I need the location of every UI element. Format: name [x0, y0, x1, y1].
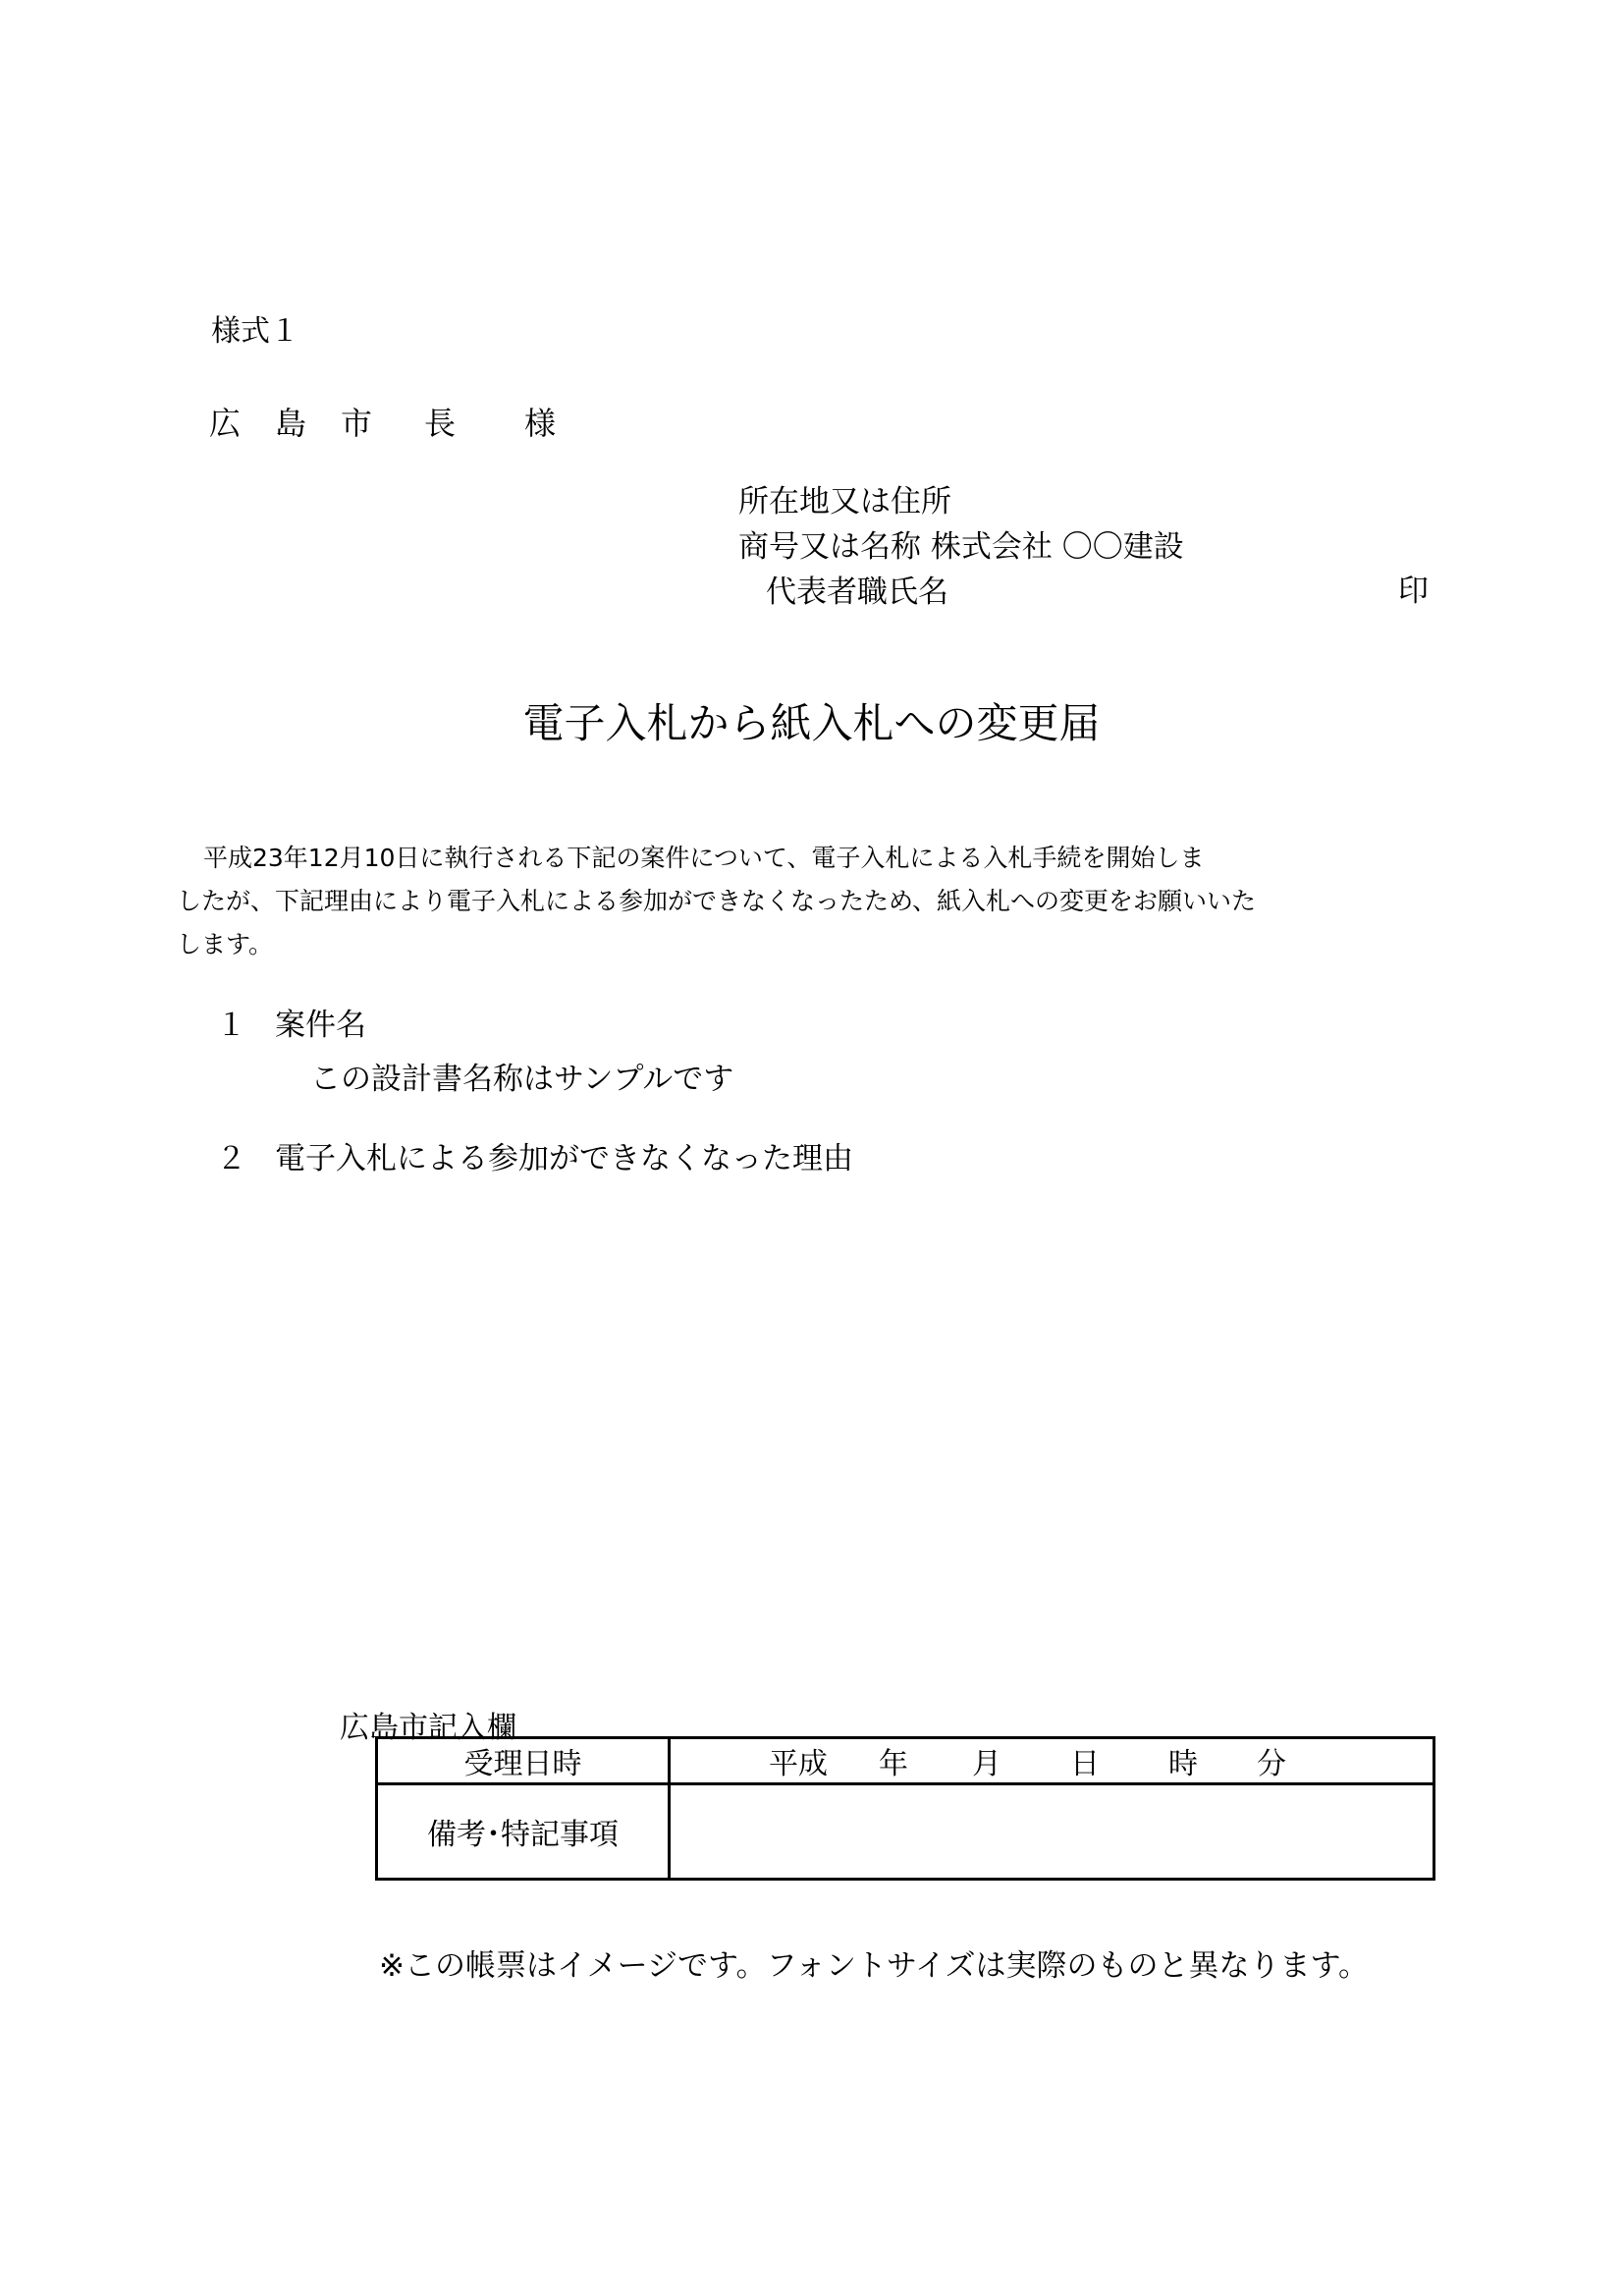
addressee-char: 長 [424, 405, 457, 442]
date-part: 平成 [769, 1747, 828, 1781]
form-number: 様式１ [211, 314, 299, 349]
company-row [738, 524, 1184, 570]
received-label: 受理日時 [377, 1738, 670, 1784]
body-line: します。 [177, 930, 274, 958]
company-label: 商号又は名称 [738, 529, 921, 565]
seal-mark: 印 [1398, 574, 1429, 609]
item-number: ２ [216, 1141, 246, 1176]
body-paragraph [177, 837, 1463, 966]
address-label: 所在地又は住所 [738, 484, 951, 519]
addressee [209, 399, 556, 444]
date-part: 年 [879, 1747, 908, 1781]
date-part: 月 [972, 1747, 1001, 1781]
item-case-name [216, 1000, 366, 1044]
applicant-block [738, 479, 1184, 615]
city-entry-table [375, 1736, 1435, 1881]
remarks-cell [670, 1784, 1434, 1880]
date-part: 時 [1168, 1747, 1198, 1781]
city-section-label: 広島市記入欄 [340, 1711, 516, 1745]
item-label: 案件名 [275, 1008, 366, 1043]
representative-label: 代表者職氏名 [766, 574, 948, 610]
addressee-char: 様 [524, 405, 557, 442]
date-part: 日 [1070, 1747, 1100, 1781]
case-name-value: この設計書名称はサンプルです [310, 1062, 734, 1097]
body-line: したが、下記理由により電子入札による参加ができなくなったため、紙入札への変更をお願いいた [177, 887, 1257, 915]
addressee-char: 市 [341, 405, 373, 442]
body-line: 平成23年12月10日に執行される下記の案件について、電子入札による入札手続を開始しま [203, 844, 1205, 872]
addressee-char: 広 [209, 405, 242, 442]
received-date-cell [670, 1738, 1434, 1784]
date-part: 分 [1257, 1747, 1286, 1781]
remarks-label: 備考･特記事項 [377, 1784, 670, 1880]
image-note: ※この帳票はイメージです。フォントサイズは実際のものと異なります。 [379, 1948, 1370, 1984]
document-title: 電子入札から紙入札への変更届 [522, 699, 1101, 747]
item-number: １ [216, 1008, 246, 1043]
item-reason [216, 1133, 853, 1177]
company-name: 株式会社 〇〇建設 [930, 529, 1184, 565]
item-label: 電子入札による参加ができなくなった理由 [275, 1141, 853, 1176]
addressee-char: 島 [275, 405, 307, 442]
table-row [377, 1738, 1434, 1784]
table-row [377, 1784, 1434, 1880]
